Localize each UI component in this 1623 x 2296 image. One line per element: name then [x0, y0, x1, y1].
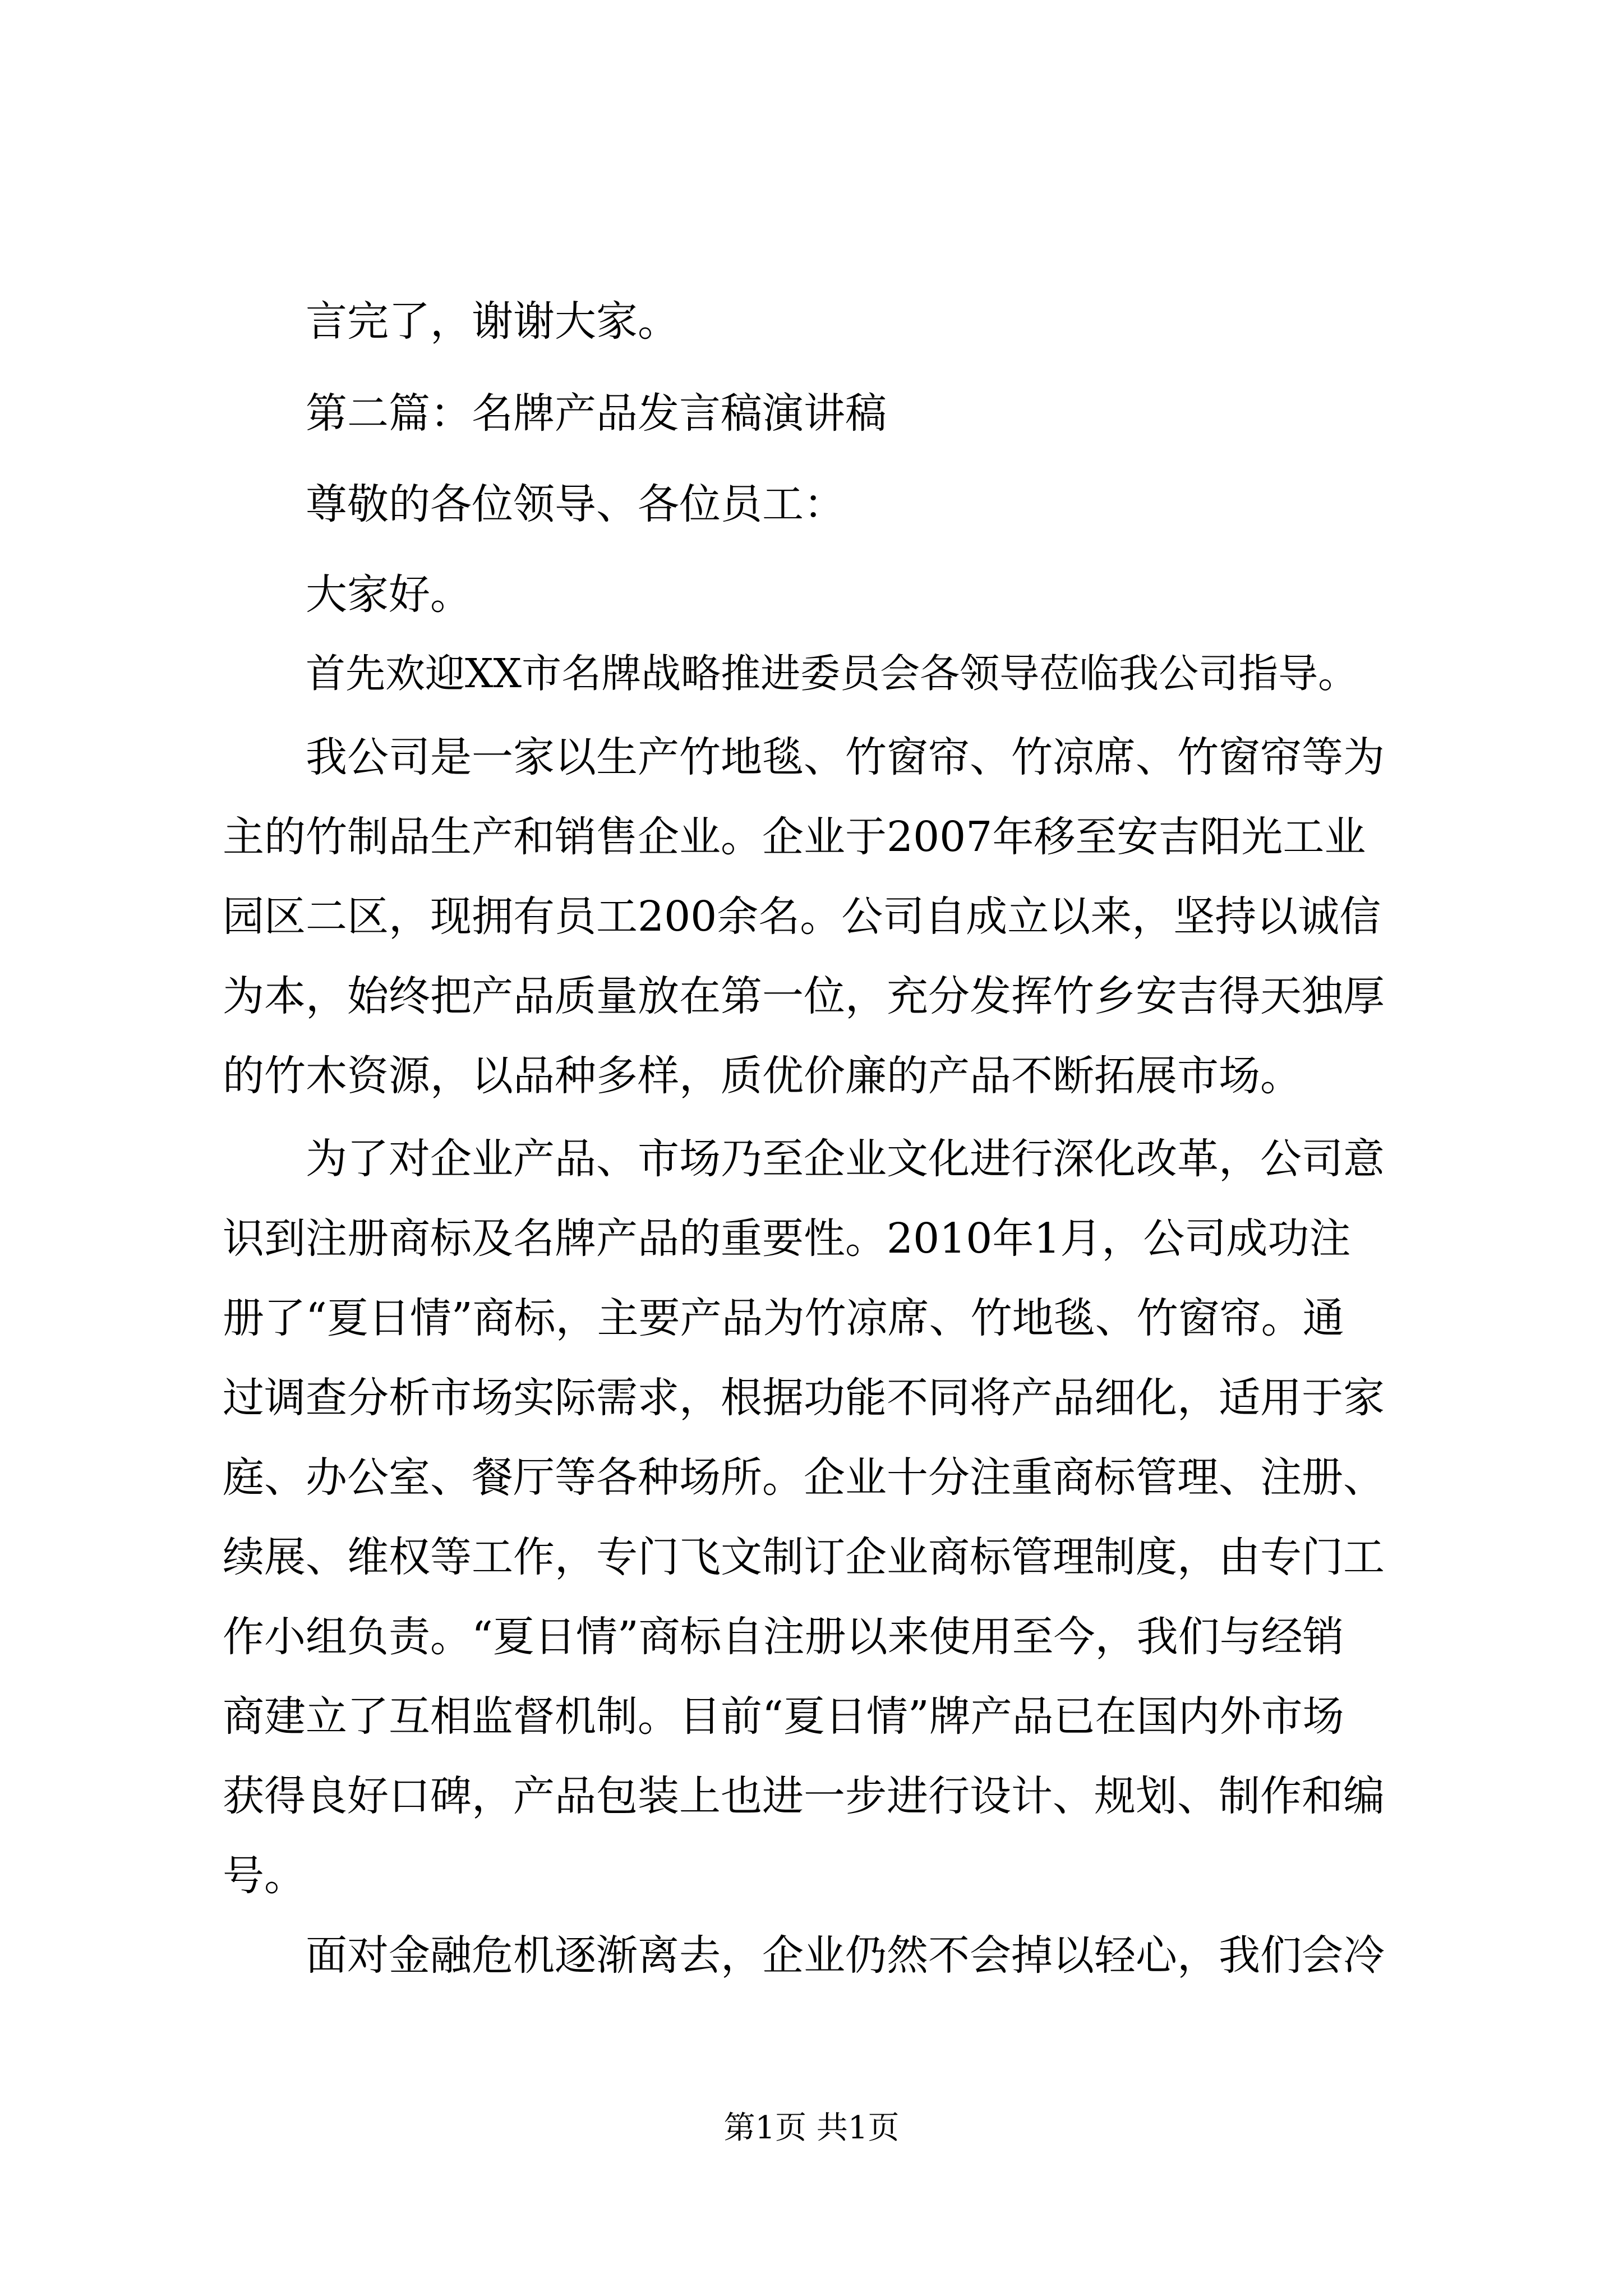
text-line-21: 面对金融危机逐渐离去，企业仍然不会掉以轻心，我们会冷: [306, 1931, 1385, 1980]
page-footer: 第1页 共1页: [723, 2110, 900, 2146]
text-line-13: 册了“夏日情”商标，主要产品为竹凉席、竹地毯、竹窗帘。通: [223, 1294, 1344, 1342]
text-line-14: 过调查分析市场实际需求，根据功能不同将产品细化，适用于家: [223, 1374, 1385, 1422]
text-line-12: 识到注册商标及名牌产品的重要性。2010年1月，公司成功注: [223, 1214, 1351, 1263]
text-line-1: 言完了，谢谢大家。: [306, 297, 679, 346]
text-line-19: 获得良好口碑，产品包装上也进一步进行设计、规划、制作和编: [223, 1772, 1385, 1820]
text-line-15: 庭、办公室、餐厅等各种场所。企业十分注重商标管理、注册、: [223, 1453, 1385, 1502]
text-line-6: 我公司是一家以生产竹地毯、竹窗帘、竹凉席、竹窗帘等为: [306, 733, 1385, 781]
text-line-17: 作小组负责。“夏日情”商标自注册以来使用至今，我们与经销: [223, 1613, 1344, 1661]
text-line-20: 号。: [223, 1852, 306, 1900]
text-line-16: 续展、维权等工作，专门飞文制订企业商标管理制度，由专门工: [223, 1533, 1385, 1581]
text-line-4: 大家好。: [306, 570, 472, 619]
text-line-18: 商建立了互相监督机制。目前“夏日情”牌产品已在国内外市场: [223, 1692, 1344, 1741]
text-line-5: 首先欢迎XX市名牌战略推进委员会各领导莅临我公司指导。: [306, 650, 1358, 697]
text-line-8: 园区二区，现拥有员工200余名。公司自成立以来，坚持以诚信: [223, 892, 1381, 941]
text-line-7: 主的竹制品生产和销售企业。企业于2007年移至安吉阳光工业: [223, 813, 1366, 861]
text-line-3: 尊敬的各位领导、各位员工：: [306, 480, 845, 528]
text-line-11: 为了对企业产品、市场乃至企业文化进行深化改革，公司意: [306, 1135, 1385, 1183]
text-line-2: 第二篇：名牌产品发言稿演讲稿: [306, 389, 887, 438]
text-line-10: 的竹木资源，以品种多样，质优价廉的产品不断拓展市场。: [223, 1052, 1302, 1100]
text-line-9: 为本，始终把产品质量放在第一位，充分发挥竹乡安吉得天独厚: [223, 972, 1385, 1020]
